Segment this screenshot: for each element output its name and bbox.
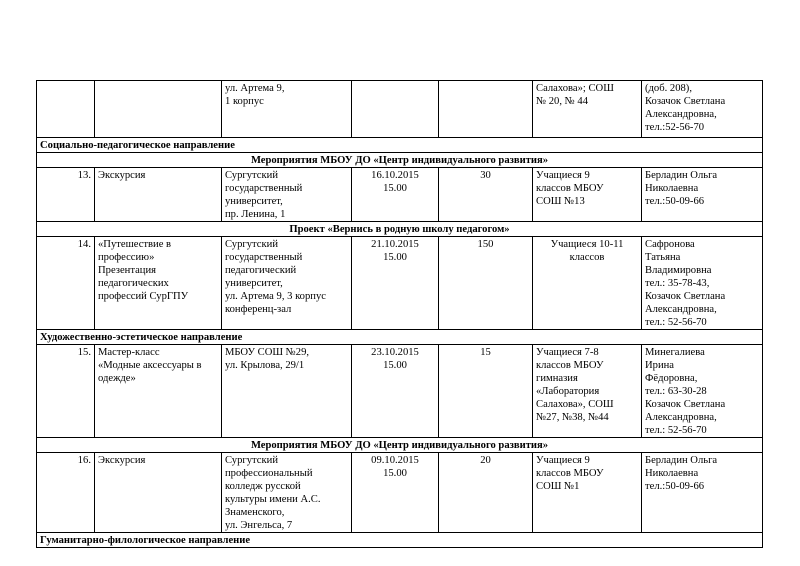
subsection-heading: Проект «Вернись в родную школу педагогом» [37,222,763,237]
contact-line: тел.: 63-30-28 [645,386,707,397]
contact-line: (доб. 208), [645,83,692,94]
count-cell: 20 [439,453,533,533]
event-line: Экскурсия [98,455,146,466]
subsection-row [37,222,763,237]
row-number: 14. [37,237,95,330]
schedule-table [36,80,763,548]
contact-line: Берладин Ольга [645,170,718,181]
participants-line: Салахова», СОШ [536,399,614,410]
event-cell [95,168,222,222]
table-row [37,168,763,222]
participants-line: классов МБОУ [536,183,604,194]
participants-line: № 20, № 44 [536,96,588,107]
contact-line: тел.: 52-56-70 [645,425,707,436]
contact-line: Александровна, [645,304,717,315]
event-line: одежде» [98,373,136,384]
datetime-cell [352,81,439,138]
place-line: конференц-зал [225,304,292,315]
place-cell [222,345,352,438]
contact-cell [642,168,763,222]
section-heading: Гуманитарно-филологическое направление [37,533,763,548]
place-line: ул. Артема 9, [225,83,285,94]
contact-line: Козачок Светлана [645,96,726,107]
table-row [37,81,763,138]
place-cell [222,453,352,533]
place-line: профессиональный [225,468,313,479]
subsection-row [37,438,763,453]
participants-line: Салахова»; СОШ [536,83,614,94]
place-line: Сургутский [225,170,278,181]
date-line: 21.10.2015 [371,239,419,250]
datetime-cell [352,345,439,438]
time-line: 15.00 [383,468,407,479]
row-number [37,81,95,138]
event-line: профессию» [98,252,155,263]
place-line: государственный [225,252,303,263]
participants-cell [533,345,642,438]
event-line: «Путешествие в [98,239,172,250]
subsection-row [37,153,763,168]
section-heading: Социально-педагогическое направление [37,138,763,153]
participants-line: классов [569,252,605,263]
participants-line: №27, №38, №44 [536,412,609,423]
section-heading: Художественно-эстетическое направление [37,330,763,345]
contact-line: Николаевна [645,468,699,479]
event-line: педагогических [98,278,169,289]
datetime-cell [352,168,439,222]
table-row [37,237,763,330]
contact-line: Николаевна [645,183,699,194]
event-line: Экскурсия [98,170,146,181]
contact-line: тел.: 52-56-70 [645,317,707,328]
contact-line: тел.:52-56-70 [645,122,705,133]
participants-line: СОШ №1 [536,481,580,492]
participants-line: гимназия [536,373,578,384]
contact-line: Минегалиева [645,347,705,358]
contact-line: Владимировна [645,265,712,276]
participants-cell [533,453,642,533]
place-line: Знаменского, [225,507,285,518]
event-line: Презентация [98,265,157,276]
event-line: «Модные аксессуары в [98,360,202,371]
section-row [37,138,763,153]
place-line: колледж русской [225,481,301,492]
participants-line: Учащиеся 7-8 [536,347,599,358]
participants-line: Учащиеся 9 [536,170,590,181]
event-cell [95,81,222,138]
date-line: 09.10.2015 [371,455,419,466]
row-number: 16. [37,453,95,533]
place-cell [222,237,352,330]
place-line: университет, [225,196,283,207]
participants-cell [533,168,642,222]
participants-line: Учащиеся 10-11 [550,239,624,250]
participants-cell [533,237,642,330]
section-row [37,533,763,548]
row-number: 13. [37,168,95,222]
contact-cell [642,345,763,438]
count-cell [439,81,533,138]
contact-line: тел.:50-09-66 [645,196,705,207]
event-line: профессий СурГПУ [98,291,189,302]
contact-line: Александровна, [645,109,717,120]
table-row [37,453,763,533]
place-line: пр. Ленина, 1 [225,209,286,220]
count-cell: 15 [439,345,533,438]
table-row [37,345,763,438]
contact-line: Фёдоровна, [645,373,698,384]
place-line: университет, [225,278,283,289]
participants-line: классов МБОУ [536,468,604,479]
place-line: Сургутский [225,455,278,466]
place-line: Сургутский [225,239,278,250]
count-cell: 30 [439,168,533,222]
time-line: 15.00 [383,183,407,194]
subsection-heading: Мероприятия МБОУ ДО «Центр индивидуального развития» [37,153,763,168]
place-line: ул. Крылова, 29/1 [225,360,305,371]
contact-cell [642,237,763,330]
event-cell [95,237,222,330]
datetime-cell [352,453,439,533]
contact-line: Козачок Светлана [645,291,726,302]
contact-line: Александровна, [645,412,717,423]
count-cell: 150 [439,237,533,330]
participants-line: «Лаборатория [536,386,600,397]
place-line: ул. Энгельса, 7 [225,520,293,531]
place-line: 1 корпус [225,96,264,107]
date-line: 16.10.2015 [371,170,419,181]
participants-cell [533,81,642,138]
contact-line: Берладин Ольга [645,455,718,466]
place-line: государственный [225,183,303,194]
participants-line: СОШ №13 [536,196,585,207]
place-line: ул. Артема 9, 3 корпус [225,291,326,302]
contact-cell [642,81,763,138]
event-line: Мастер-класс [98,347,160,358]
place-line: культуры имени А.С. [225,494,321,505]
contact-line: Татьяна [645,252,681,263]
contact-line: тел.:50-09-66 [645,481,705,492]
contact-line: тел.: 35-78-43, [645,278,710,289]
datetime-cell [352,237,439,330]
row-number: 15. [37,345,95,438]
contact-line: Ирина [645,360,674,371]
event-cell [95,453,222,533]
date-line: 23.10.2015 [371,347,419,358]
participants-line: Учащиеся 9 [536,455,590,466]
participants-line: классов МБОУ [536,360,604,371]
time-line: 15.00 [383,360,407,371]
time-line: 15.00 [383,252,407,263]
place-line: МБОУ СОШ №29, [225,347,310,358]
place-cell [222,168,352,222]
contact-cell [642,453,763,533]
contact-line: Козачок Светлана [645,399,726,410]
place-cell [222,81,352,138]
contact-line: Сафронова [645,239,695,250]
subsection-heading: Мероприятия МБОУ ДО «Центр индивидуального развития» [37,438,763,453]
event-cell [95,345,222,438]
section-row [37,330,763,345]
place-line: педагогический [225,265,297,276]
